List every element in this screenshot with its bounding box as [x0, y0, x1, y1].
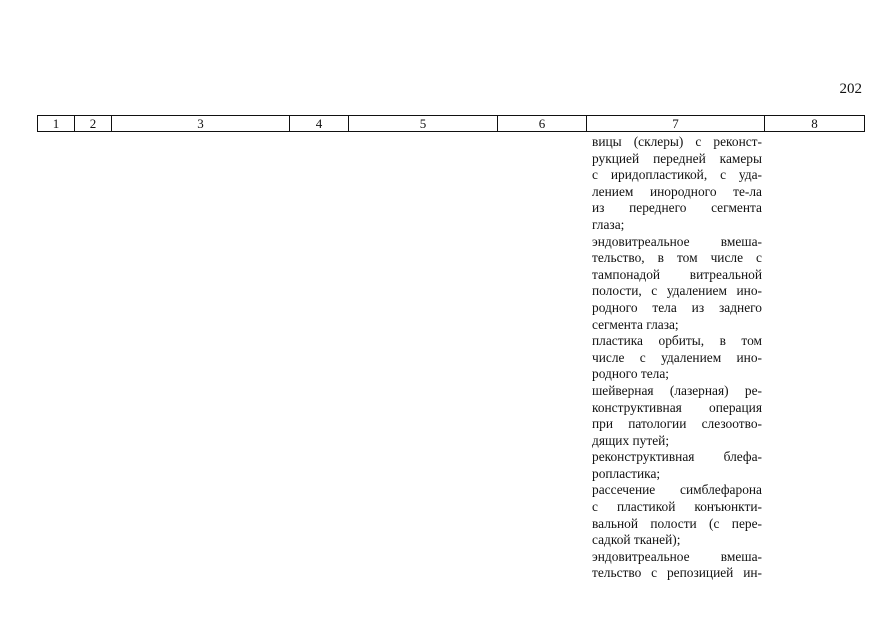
column-number-cell: 5	[349, 116, 498, 132]
column-number-cell: 8	[765, 116, 865, 132]
text-line: реконструктивная блефа-	[592, 449, 762, 465]
column-number-cell: 6	[498, 116, 587, 132]
column-7-text	[592, 134, 762, 582]
column-number-cell: 2	[75, 116, 112, 132]
text-line: тельство, в том числе с	[592, 250, 762, 266]
text-line: рукцией передней камеры	[592, 150, 762, 166]
text-line: дящих путей;	[592, 432, 670, 448]
text-line: родного тела;	[592, 366, 670, 382]
text-line: ропластика;	[592, 465, 661, 481]
column-number-header-table	[37, 115, 865, 132]
text-line: при патологии слезоотво-	[592, 416, 762, 432]
text-line: тельство с репозицией ин-	[592, 565, 762, 581]
text-line: пластика орбиты, в том	[592, 333, 762, 349]
column-number-cell: 1	[38, 116, 75, 132]
text-line: полости, с удалением ино-	[592, 283, 762, 299]
text-line: вицы (склеры) с реконст-	[592, 134, 762, 149]
text-line: тампонадой витреальной	[592, 266, 762, 282]
text-line: с пластикой конъюнкти-	[592, 499, 762, 515]
column-number-row	[38, 116, 865, 132]
text-line: вальной полости (с пере-	[592, 515, 762, 531]
text-line: эндовитреальное вмеша-	[592, 233, 762, 249]
text-line: сегмента глаза;	[592, 316, 679, 332]
column-number-cell: 3	[112, 116, 290, 132]
text-line: из переднего сегмента	[592, 200, 762, 216]
column-number-cell: 7	[587, 116, 765, 132]
page-number: 202	[839, 81, 862, 97]
text-line: конструктивная операция	[592, 399, 762, 415]
text-line: числе с удалением ино-	[592, 349, 762, 365]
text-line: родного тела из заднего	[592, 299, 762, 315]
text-line: эндовитреальное вмеша-	[592, 548, 762, 564]
text-line: глаза;	[592, 216, 625, 232]
text-line: шейверная (лазерная) ре-	[592, 382, 762, 398]
text-line: рассечение симблефарона	[592, 482, 762, 498]
text-line: садкой тканей);	[592, 532, 681, 548]
column-number-cell: 4	[290, 116, 349, 132]
text-line: лением инородного те-ла	[592, 183, 762, 199]
text-line: с иридопластикой, с уда-	[592, 167, 762, 183]
